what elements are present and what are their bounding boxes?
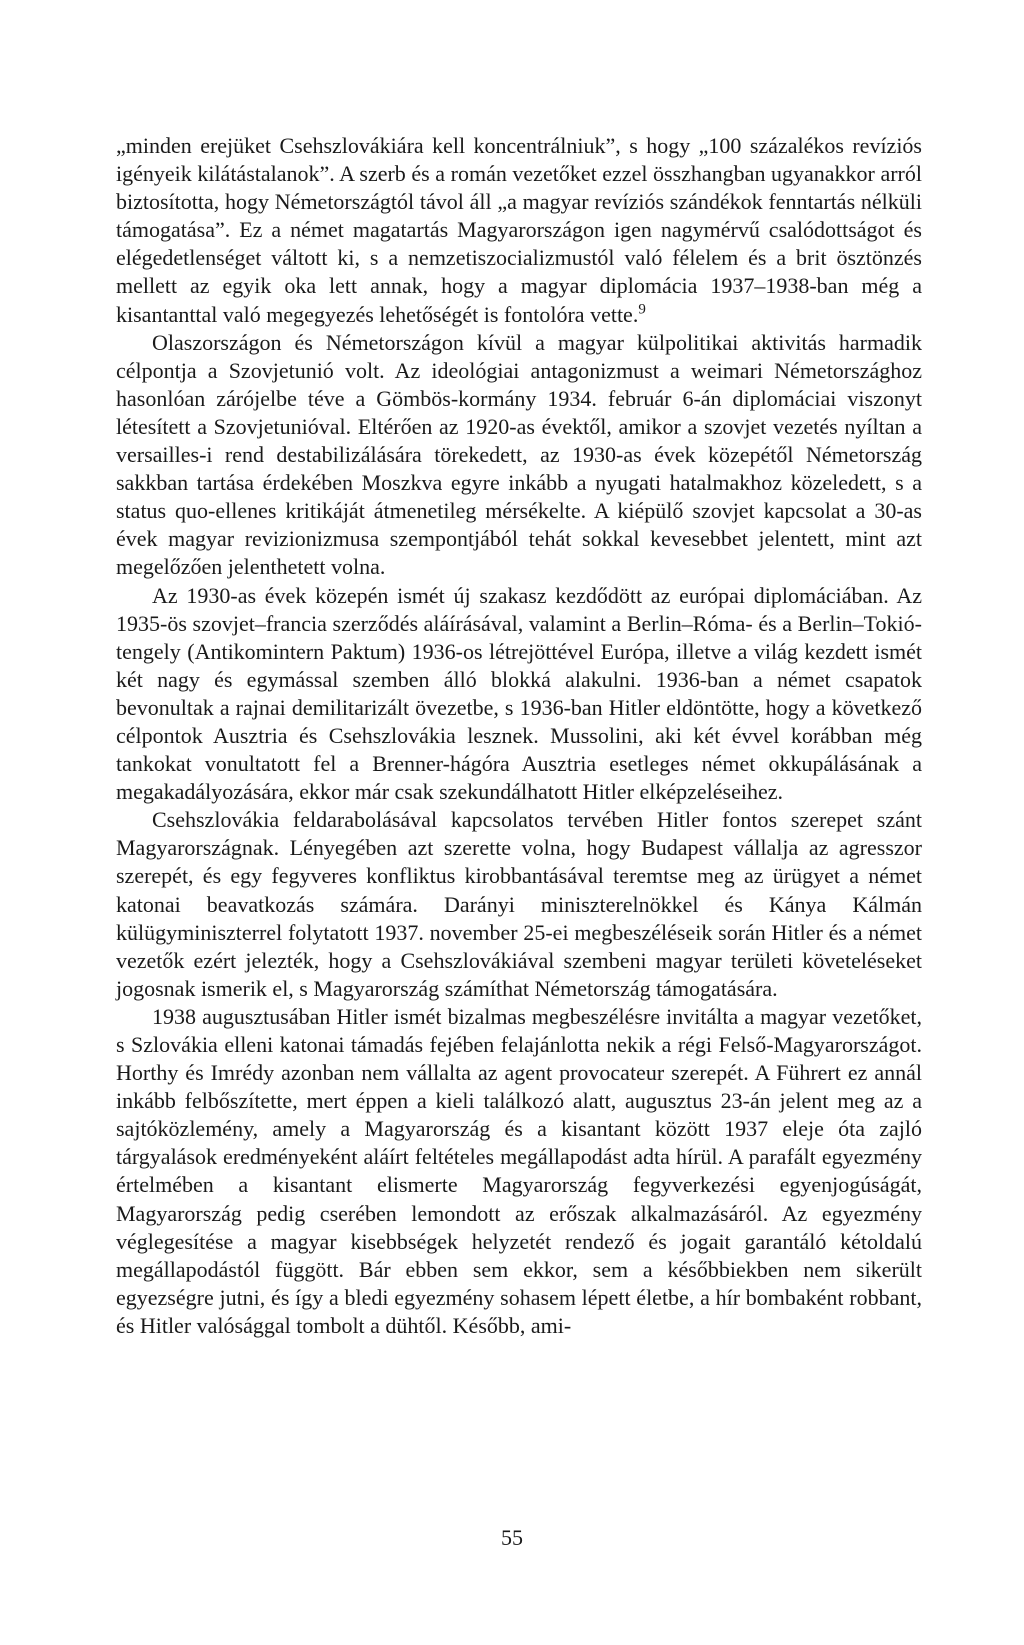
page-number: 55 (501, 1525, 523, 1550)
footnote-reference-9[interactable]: 9 (638, 301, 646, 318)
paragraph-2: Olaszországon és Németországon kívül a magyar külpolitikai aktivitás harmadik célpontja a Szovjetunió volt. Az ideológiai antagonizmust a weimari Németországhoz hasonlóan zárójelbe téve a Gömbös-kormány 1934. február 6-án diplomáciai viszonyt létesített a Szovjetunióval. Eltérően az 1920-as évektől, amikor a szovjet vezetés nyíltan a versailles-i rend destabilizálására törekedett, az 1930-as évek közepétől Németország sakkban tartása érdekében Moszkva egyre inkább a nyugati hatalmakhoz közeledett, s a status quo-ellenes kritikáját átmenetileg mérsékelte. A kiépülő szovjet kapcsolat a 30-as évek magyar revizionizmusa szempontjából tehát sokkal kevesebbet jelentett, mint azt megelőzően jelenthetett volna. (116, 329, 922, 580)
paragraph-3: Az 1930-as évek közepén ismét új szakasz kezdődött az európai diplomáciában. Az 1935-ös szovjet–francia szerződés aláírásával, valamint a Berlin–Róma- és a Berlin–Tokió-tengely (Antikomintern Paktum) 1936-os létrejöttével Európa, illetve a világ kezdett ismét két nagy és egymással szemben álló blokká alakulni. 1936-ban a német csapatok bevonultak a rajnai demilitarizált övezetbe, s 1936-ban Hitler eldöntötte, hogy a következő célpontok Ausztria és Csehszlovákia lesznek. Mussolini, aki két évvel korábban még tankokat vonultatott fel a Brenner-hágóra Ausztria esetleges német okkupálásának a megakadályozására, ekkor már csak szekundálhatott Hitler elképzeléseihez. (116, 582, 922, 805)
paragraph-5: 1938 augusztusában Hitler ismét bizalmas megbeszélésre invitálta a magyar vezetőket, s Szlovákia elleni katonai támadás fejében felajánlotta nekik a régi Felső-Magyarországot. Horthy és Imrédy azonban nem vállalta az agent provocateur szerepét. A Führert ez annál inkább felbőszítette, mert éppen a kieli találkozó alatt, augusztus 23-án jelent meg az a sajtóközlemény, amely a Magyarország és a kisantant között 1937 eleje óta zajló tárgyalások eredményeként aláírt feltételes megállapodást adta hírül. A parafált egyezmény értelmében a kisantant elismerte Magyarország fegyverkezési egyenjogúságát, Magyarország pedig cserében lemondott az erőszak alkalmazásáról. Az egyezmény véglegesítése a magyar kisebbségek helyzetét rendező és jogait garantáló kétoldalú megállapodástól függött. Bár ebben sem ekkor, sem a későbbiekben nem sikerült egyezségre jutni, és így a bledi egyezmény sohasem lépett életbe, a hír bombaként robbant, és Hitler valósággal tombolt a dühtől. Később, ami- (116, 1003, 922, 1338)
paragraph-1 (116, 132, 922, 329)
paragraph-1-text: „minden erejüket Csehszlovákiára kell koncentrálniuk”, s hogy „100 százalékos revíziós igényeik kilátástalanok”. A szerb és a román vezetőket ezzel összhangban ugyanakkor arról biztosította, hogy Németországtól távol áll „a magyar revíziós szándékok fenntartás nélküli támogatása”. Ez a német magatartás Magyarországon igen nagymérvű csalódottságot és elégedetlenséget váltott ki, s a nemzetiszocializmustól való félelem és a brit ösztönzés mellett az egyik oka lett annak, hogy a magyar diplomácia 1937–1938-ban még a kisantanttal való megegyezés lehetőségét is fontolóra vette. (116, 133, 922, 327)
page-body-text (116, 132, 922, 1340)
paragraph-4: Csehszlovákia feldarabolásával kapcsolatos tervében Hitler fontos szerepet szánt Magyarországnak. Lényegében azt szerette volna, hogy Budapest vállalja az agresszor szerepét, és egy fegyveres konfliktus kirobbantásával teremtse meg az ürügyet a német katonai beavatkozás számára. Darányi miniszterelnökkel és Kánya Kálmán külügyminiszterrel folytatott 1937. november 25-ei megbeszéléseik során Hitler és a német vezetők ezért jelezték, hogy a Csehszlovákiával szembeni magyar területi követeléseket jogosnak ismerik el, s Magyarország számíthat Németország támogatására. (116, 807, 922, 1001)
